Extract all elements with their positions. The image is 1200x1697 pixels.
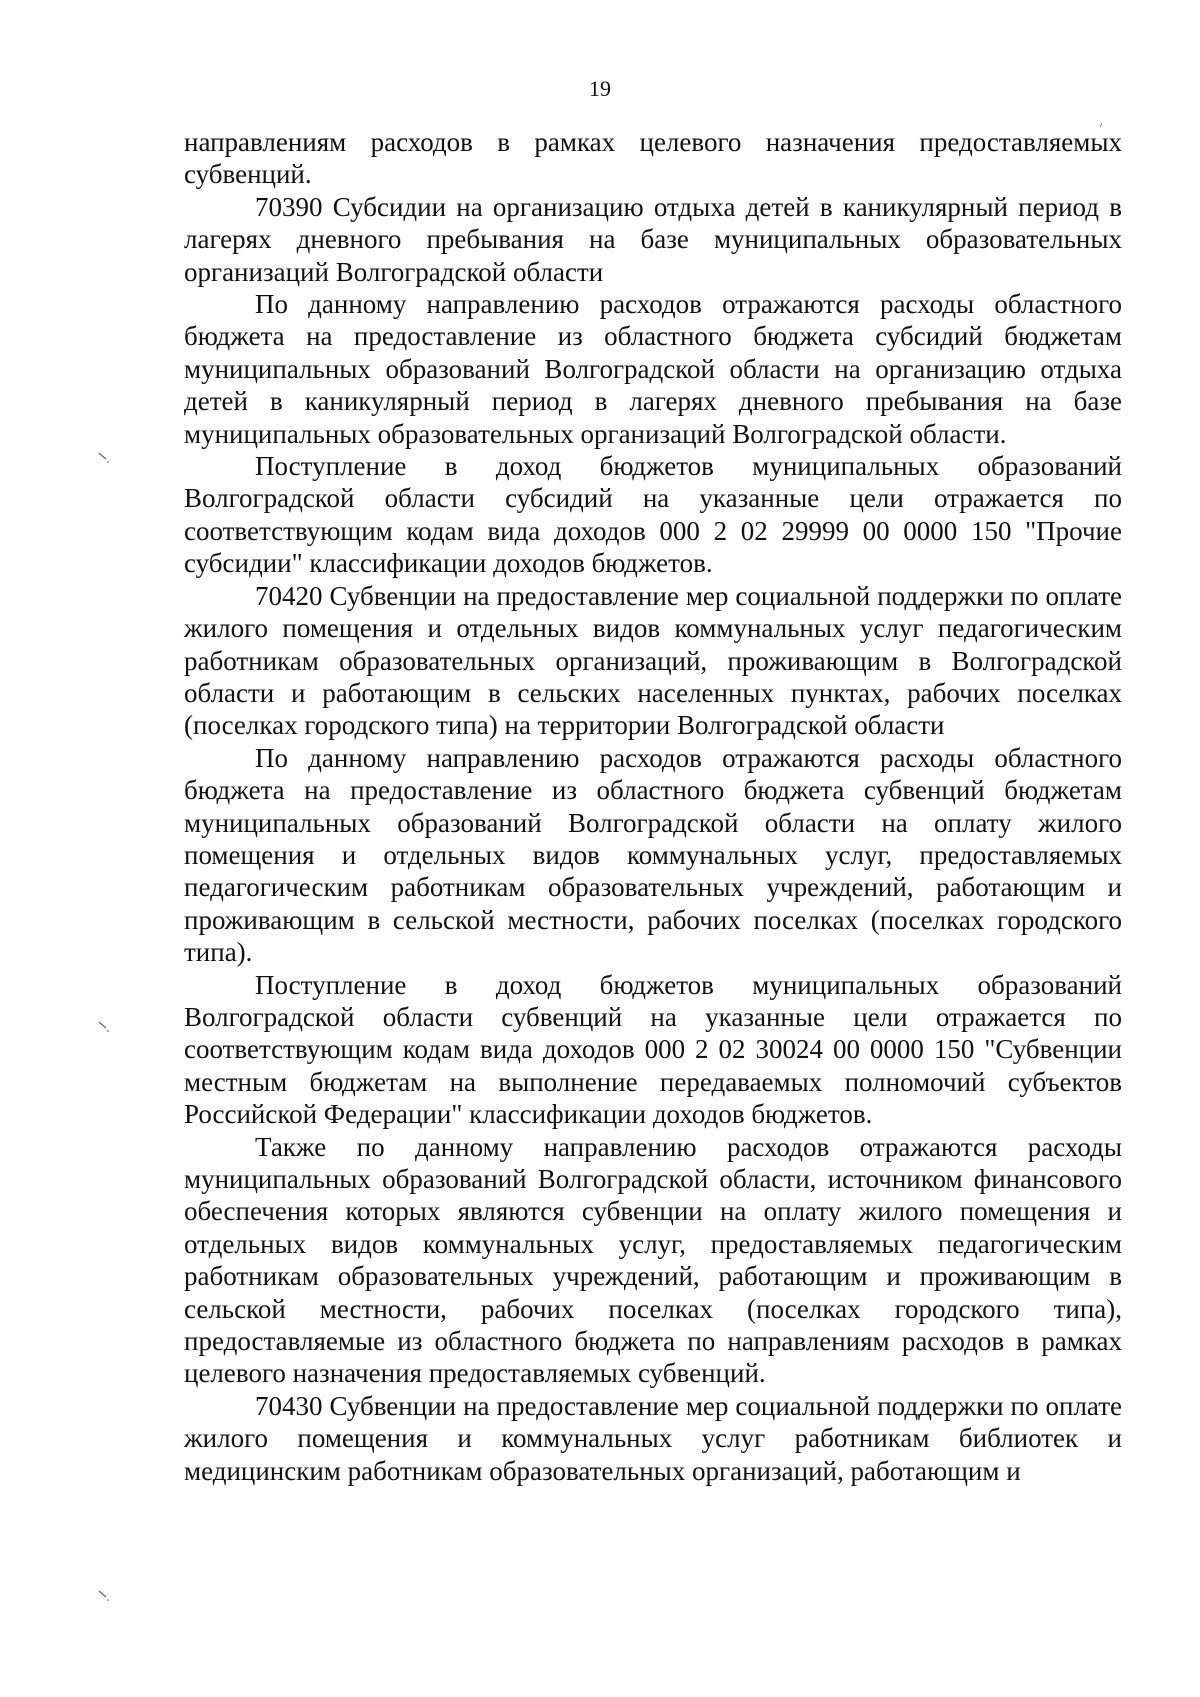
document-body [184,126,1122,1487]
scan-artifact-mark [98,452,110,464]
body-paragraph: По данному направлению расходов отражаются расходы областного бюджета на предоставление из областного бюджета субсидий бюджетам муниципальных образований Волгоградской области на организацию отдыха детей в каникулярный период в лагерях дневного пребывания на базе муниципальных образовательных организаций Волгоградской области. [184,289,1122,449]
section-heading-paragraph: 70430 Субвенции на предоставление мер социальной поддержки по оплате жилого помещения и коммунальных услуг работникам библиотек и медицинским работникам образовательных организаций, работающим и [184,1390,1122,1486]
body-paragraph: направлениям расходов в рамках целевого назначения предоставляемых субвенций. [184,127,1122,190]
body-paragraph: Также по данному направлению расходов отражаются расходы муниципальных образований Волгоградской области, источником финансового обеспечения которых являются субвенции на оплату жилого помещения и отдельных видов коммунальных услуг, предоставляемых педагогическим работникам образовательных учреждений, работающим и проживающим в сельской местности, рабочих поселках (поселках городского типа), предоставляемые из областного бюджета по направлениям расходов в рамках целевого назначения предоставляемых субвенций. [184,1131,1122,1389]
page-number: 19 [589,76,611,101]
body-paragraph: По данному направлению расходов отражаются расходы областного бюджета на предоставление из областного бюджета субвенций бюджетам муниципальных образований Волгоградской области на оплату жилого помещения и отдельных видов коммунальных услуг, предоставляемых педагогическим работникам образовательных учреждений, работающим и проживающим в сельской местности, рабочих поселках (поселках городского типа). [184,742,1122,968]
section-heading-paragraph: 70420 Субвенции на предоставление мер социальной поддержки по оплате жилого помещения и отдельных видов коммунальных услуг педагогическим работникам образовательных организаций, проживающим в Волгоградской области и работающим в сельских населенных пунктах, рабочих поселках (поселках городского типа) на территории Волгоградской области [184,580,1122,741]
scan-artifact-mark [98,1021,110,1033]
scan-artifact-mark [98,1590,110,1602]
section-heading-paragraph: 70390 Субсидии на организацию отдыха детей в каникулярный период в лагерях дневного пребывания на базе муниципальных образовательных организаций Волгоградской области [184,191,1122,287]
body-paragraph: Поступление в доход бюджетов муниципальных образований Волгоградской области субвенций на указанные цели отражается по соответствующим кодам вида доходов 000 2 02 30024 00 0000 150 "Субвенции местным бюджетам на выполнение передаваемых полномочий субъектов Российской Федерации" классификации доходов бюджетов. [184,969,1122,1130]
body-paragraph: Поступление в доход бюджетов муниципальных образований Волгоградской области субсидий на указанные цели отражается по соответствующим кодам вида доходов 000 2 02 29999 00 0000 150 "Прочие субсидии" классификации доходов бюджетов. [184,451,1122,579]
